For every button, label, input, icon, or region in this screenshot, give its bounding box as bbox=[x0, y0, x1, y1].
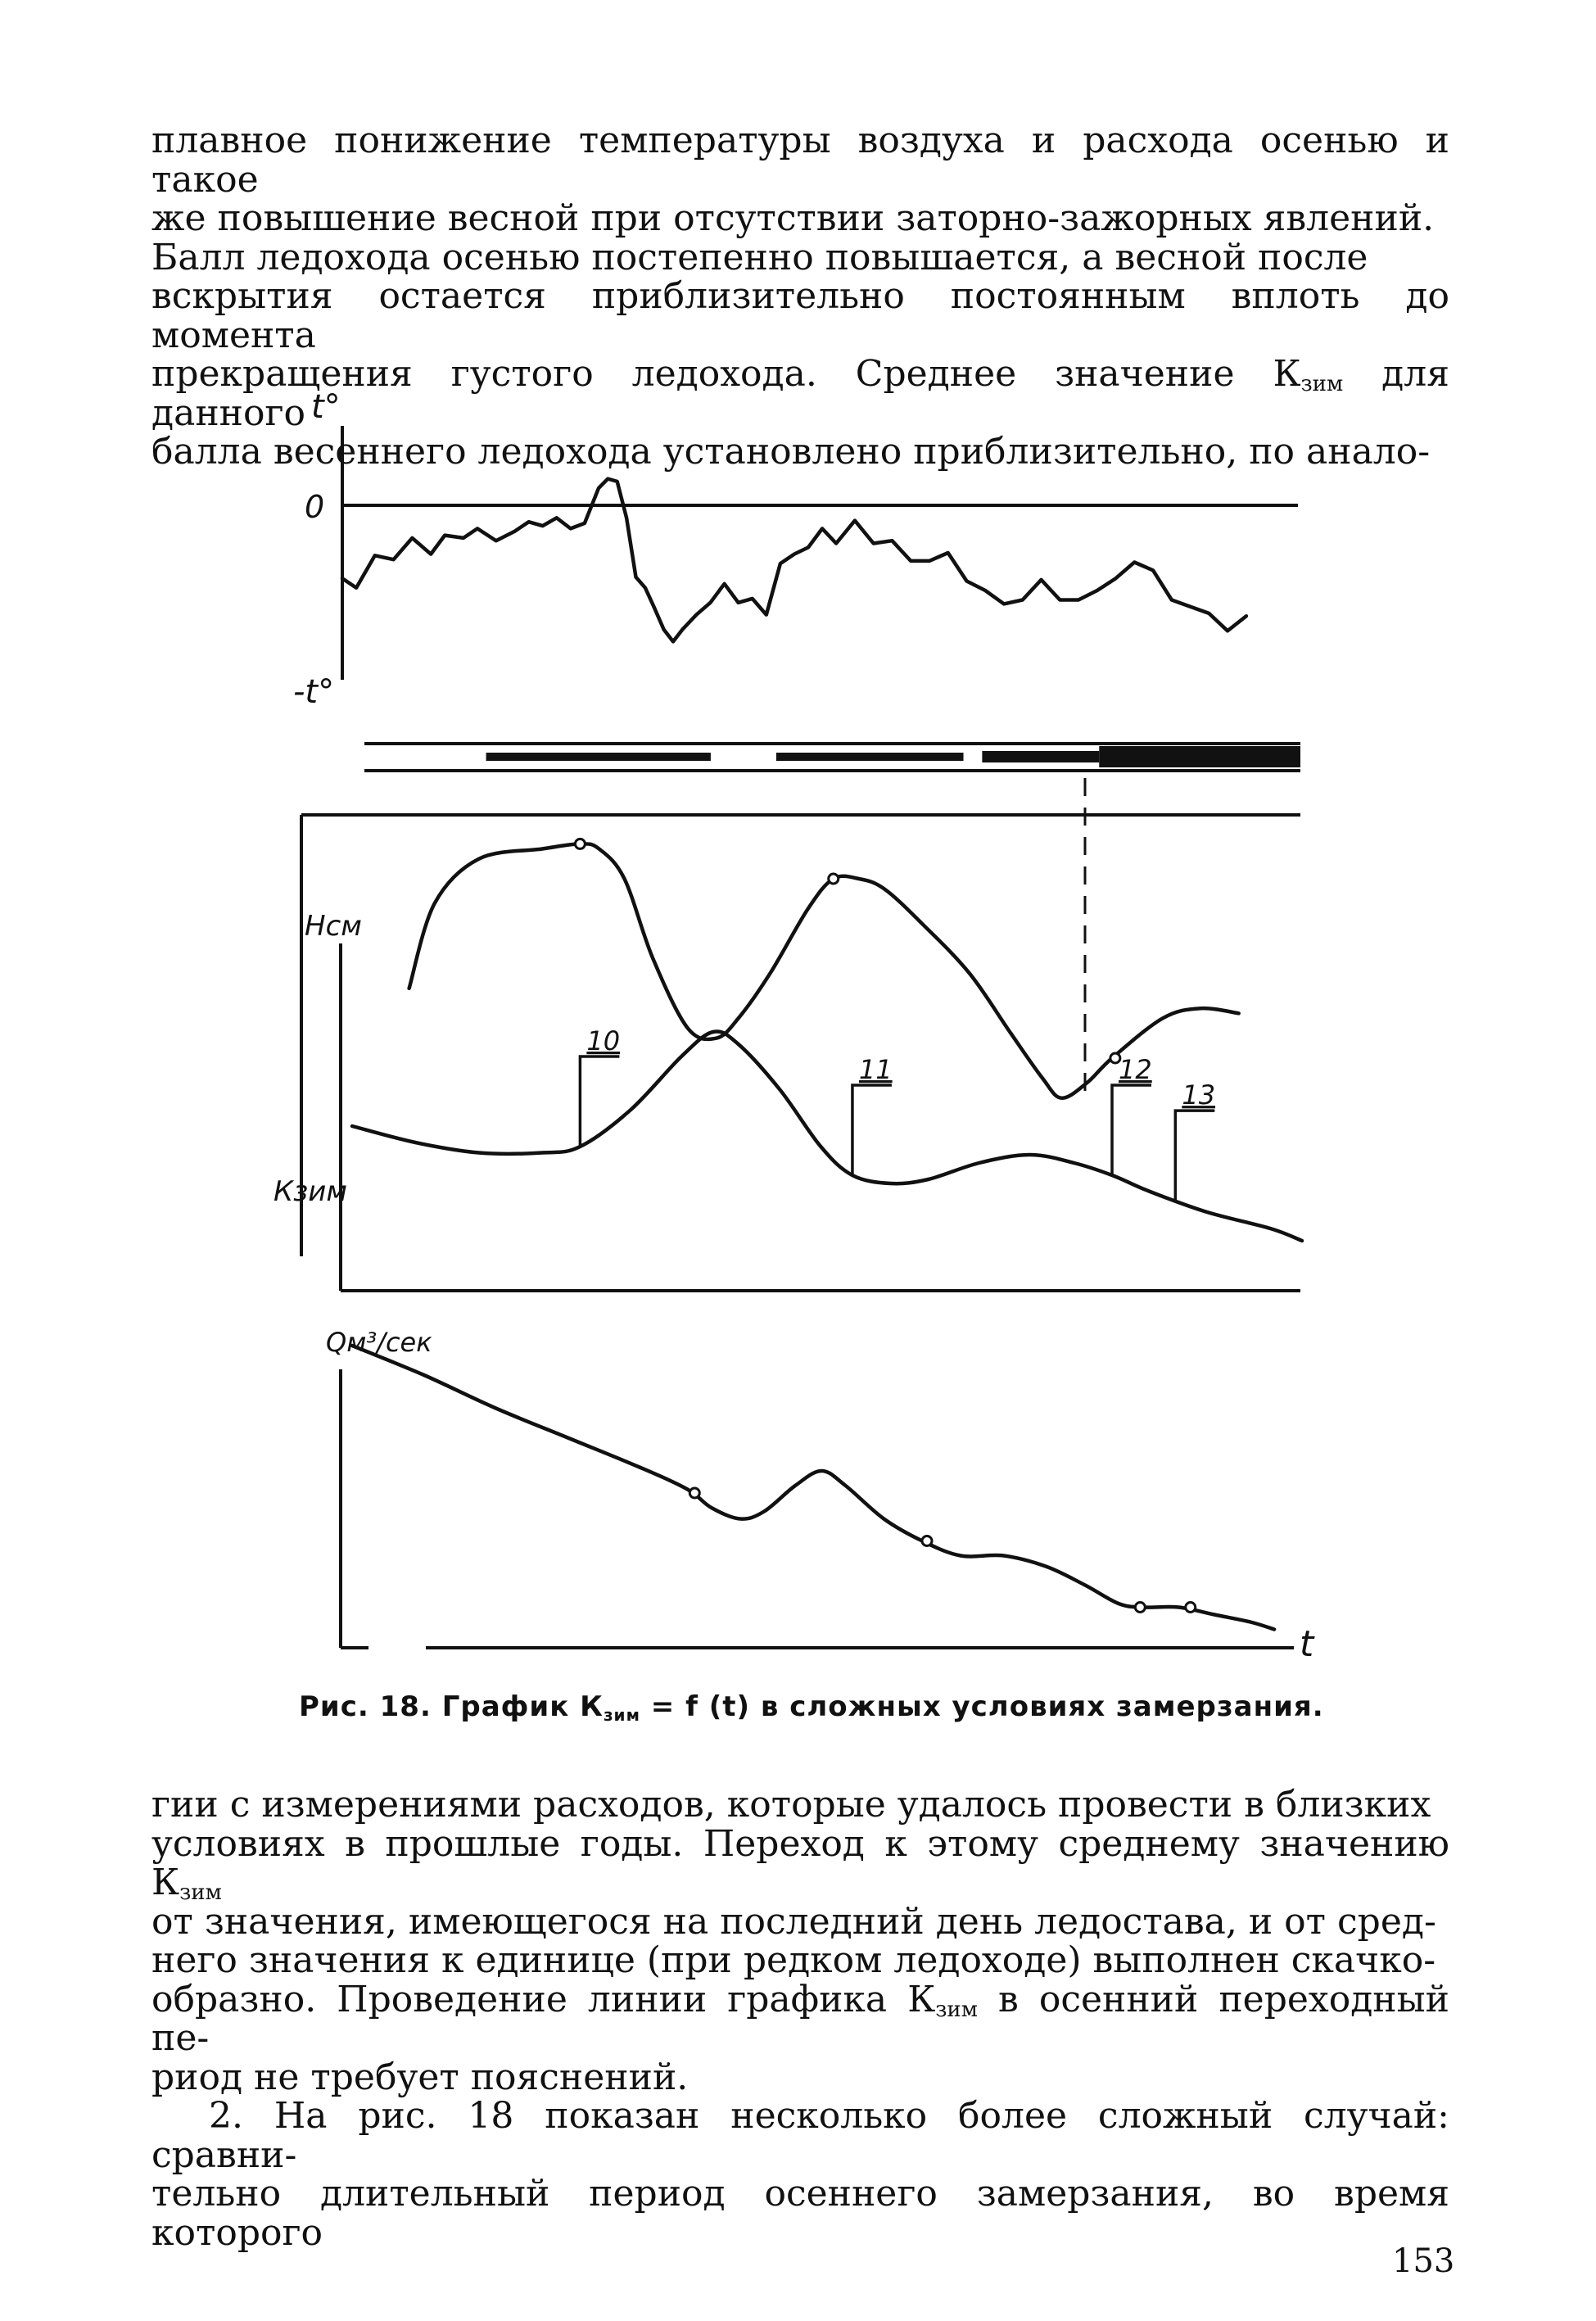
ice-bar-segment bbox=[1099, 746, 1300, 767]
text-line: балла весеннего ледохода установлено приблизительно, по анало- bbox=[151, 431, 1431, 473]
text-line: Балл ледохода осенью постепенно повышается, а весной после bbox=[151, 236, 1368, 278]
water-level-marker-point bbox=[829, 874, 839, 884]
page-number: 153 bbox=[1392, 2242, 1455, 2280]
discharge-series-line bbox=[352, 1346, 1274, 1630]
temp-axis-bottom-label: -t° bbox=[293, 673, 335, 711]
discharge-marker-point bbox=[1186, 1603, 1196, 1613]
ice-bar-segments bbox=[486, 746, 1300, 767]
k-marker-label: 10 bbox=[586, 1025, 621, 1056]
ice-bar-segment bbox=[486, 753, 711, 761]
discharge-marker-point bbox=[922, 1536, 932, 1546]
k-marker-flag bbox=[1175, 1111, 1214, 1201]
k-marker-flag bbox=[1112, 1085, 1151, 1175]
k-marker-flag bbox=[852, 1085, 892, 1175]
k-marker-label: 12 bbox=[1119, 1054, 1152, 1085]
text-line: плавное понижение температуры воздуха и расхода осенью и такое bbox=[151, 120, 1449, 201]
paragraph-bottom bbox=[151, 1785, 1449, 2252]
k-axis-label: Кзим bbox=[274, 1175, 347, 1208]
text-line: же повышение весной при отсутствии заторно-зажорных явлений. bbox=[151, 197, 1435, 239]
text-line: гии с измерениями расходов, которые удалось провести в близких bbox=[151, 1784, 1431, 1826]
temp-series-line bbox=[342, 479, 1246, 642]
text-line: него значения к единице (при редком ледоходе) выполнен скачко- bbox=[151, 1939, 1436, 1981]
figure-caption: Рис. 18. График $К_{зим} = f$ (t) в сложных условиях замерзания. bbox=[299, 1690, 1324, 1725]
discharge-marker-point bbox=[1135, 1603, 1145, 1613]
text-line: тельно длительный период осеннего замерзания, во время которого bbox=[151, 2173, 1449, 2254]
text-line: 2. На рис. 18 показан несколько более сложный случай: сравни- bbox=[151, 2095, 1449, 2176]
temp-zero-label: 0 bbox=[305, 489, 325, 525]
text-line: от значения, имеющегося на последний день ледостава, и от сред- bbox=[151, 1900, 1436, 1943]
ice-bar-segment bbox=[982, 751, 1099, 762]
k-marker-label: 13 bbox=[1182, 1079, 1216, 1111]
text-line: вскрытия остается приблизительно постоянным вплоть до момента bbox=[151, 275, 1449, 356]
water-level-markers bbox=[575, 839, 1119, 1063]
water-level-marker-point bbox=[575, 839, 585, 848]
temp-axis-top-label: t° bbox=[311, 388, 341, 426]
h-axis-label: Нсм bbox=[305, 910, 362, 943]
text-line: образно. Проведение линии графика $К_{зим}$ в осенний переходный пе- bbox=[151, 1978, 1449, 2059]
k-series-line bbox=[352, 1031, 1302, 1241]
text-line: риод не требует пояснений. bbox=[151, 2056, 689, 2098]
discharge-marker-point bbox=[689, 1488, 699, 1498]
text-line: прекращения густого ледохода. Среднее значение $К_{зим}$ для данного bbox=[151, 353, 1449, 434]
time-axis-label: t bbox=[1300, 1623, 1314, 1665]
text-line: условиях в прошлые годы. Переход к этому среднему значению $К_{зим}$ bbox=[151, 1822, 1449, 1905]
ice-bar-segment bbox=[776, 753, 964, 761]
k-marker-label: 11 bbox=[858, 1054, 893, 1085]
q-axis-label: Qм³/сек bbox=[326, 1327, 432, 1358]
